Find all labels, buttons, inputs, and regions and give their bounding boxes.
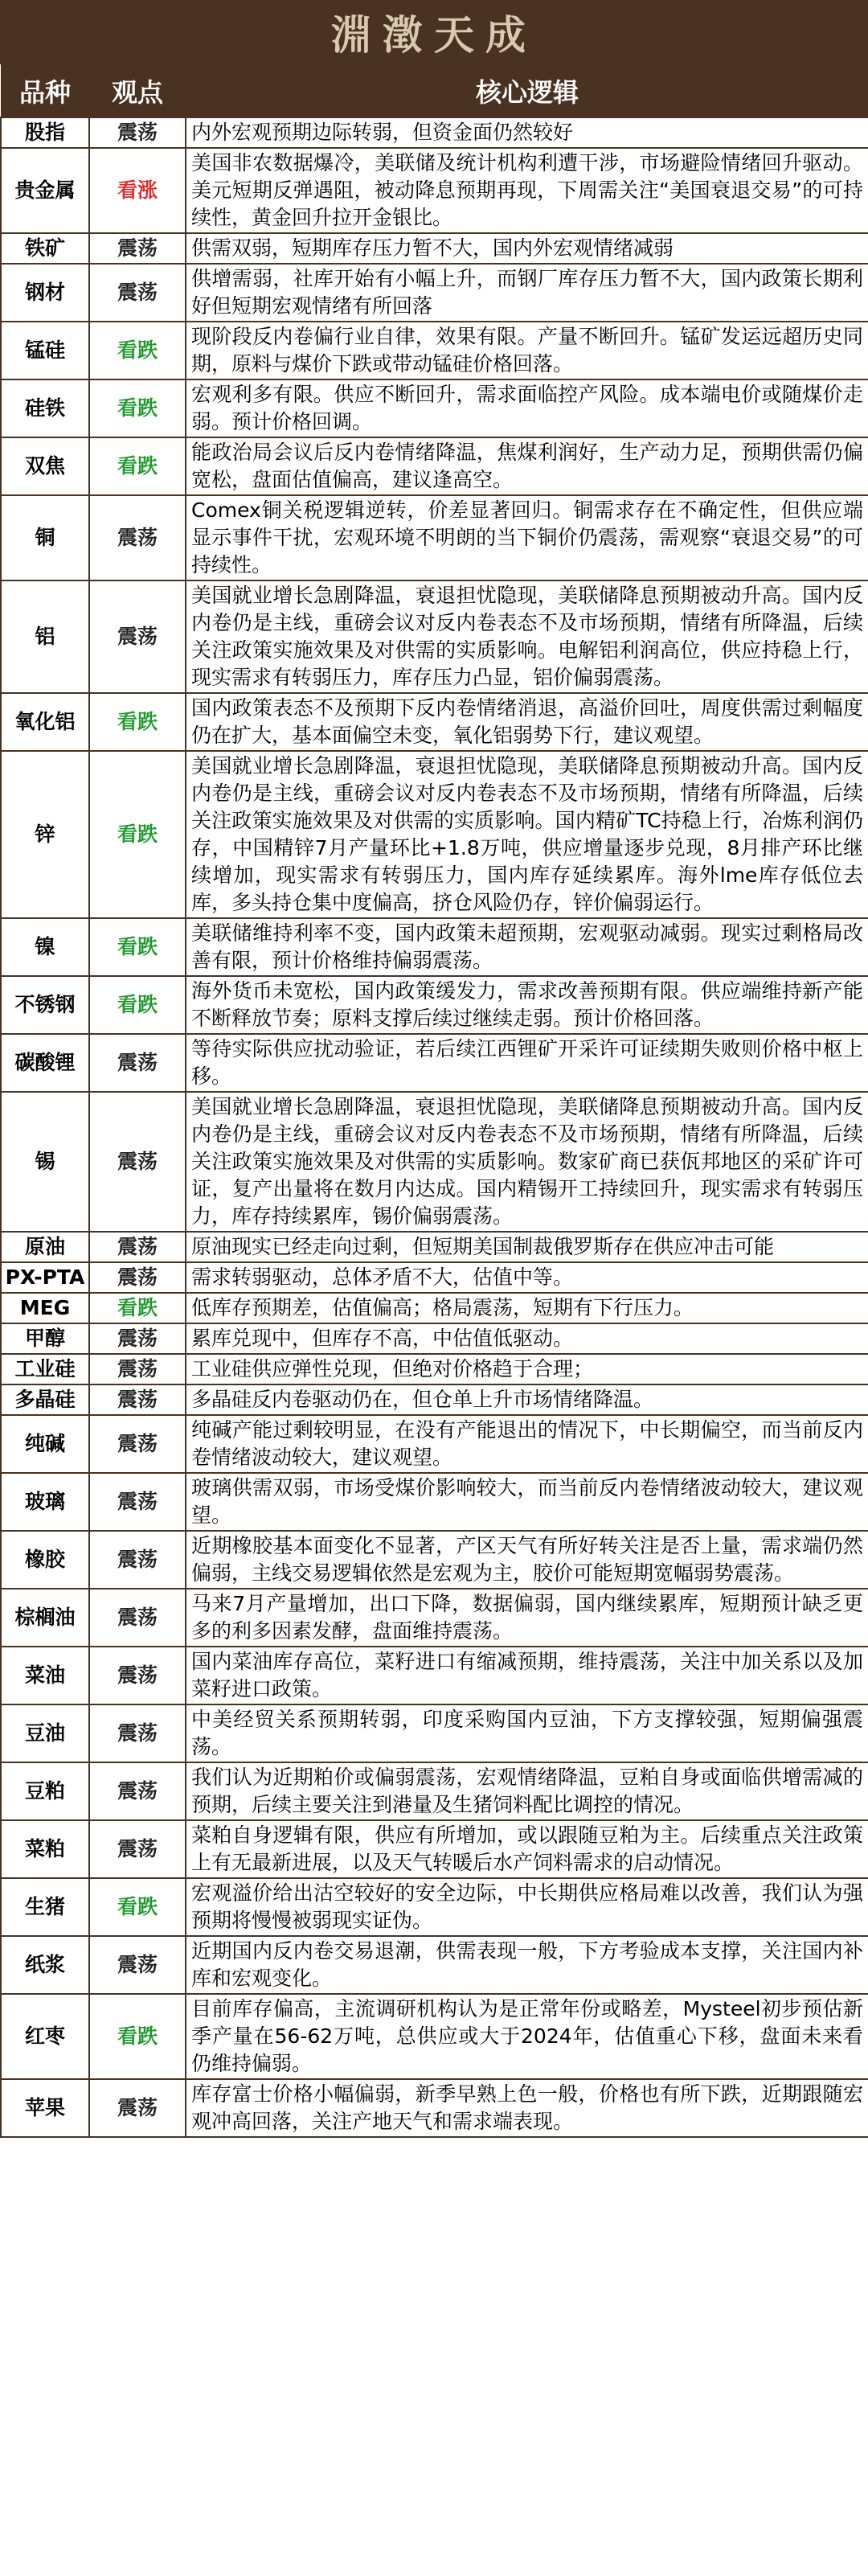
view-label: 震荡 [89,1092,186,1232]
commodity-name: 铜 [1,495,89,580]
core-logic: 工业硅供应弹性兑现，但绝对价格趋于合理； [186,1354,868,1384]
core-logic: 中美经贸关系预期转弱，印度采购国内豆油，下方支撑较强，短期偏强震荡。 [186,1704,868,1762]
core-logic: 马来7月产量增加，出口下降，数据偏弱，国内继续累库，短期预计缺乏更多的利多因素发酵，盘面维持震荡。 [186,1589,868,1647]
view-label: 震荡 [89,1034,186,1092]
view-label: 震荡 [89,1232,186,1262]
commodity-name: 原油 [1,1232,89,1262]
view-label: 看涨 [89,148,186,233]
core-logic: 能政治局会议后反内卷情绪降温，焦煤利润好，生产动力足，预期供需仍偏宽松，盘面估值偏高，建议逢高空。 [186,437,868,495]
commodity-name: 棕榈油 [1,1589,89,1647]
commodity-name: 橡胶 [1,1531,89,1589]
table-row [1,751,868,918]
view-label: 看跌 [89,1293,186,1323]
view-label: 震荡 [89,1531,186,1589]
commodity-name: 贵金属 [1,148,89,233]
core-logic: 供增需弱，社库开始有小幅上升，而钢厂库存压力暂不大，国内政策长期利好但短期宏观情绪有所回落 [186,264,868,322]
view-label: 震荡 [89,117,186,148]
table-row [1,1647,868,1704]
commodity-name: 豆粕 [1,1762,89,1820]
view-label: 看跌 [89,976,186,1034]
commodity-name: 铁矿 [1,233,89,264]
header-logic: 核心逻辑 [186,65,868,118]
commodity-name: 纯碱 [1,1415,89,1473]
table-row [1,264,868,322]
table-row [1,1531,868,1589]
core-logic: Comex铜关税逻辑逆转，价差显著回归。铜需求存在不确定性，但供应端显示事件干扰，宏观环境不明朗的当下铜价仍震荡，需观察“衰退交易”的可持续性。 [186,495,868,580]
core-logic: 美国非农数据爆冷，美联储及统计机构利遭干涉，市场避险情绪回升驱动。美元短期反弹遇阻，被动降息预期再现，下周需关注“美国衰退交易”的可持续性，黄金回升拉开金银比。 [186,148,868,233]
core-logic: 现阶段反内卷偏行业自律，效果有限。产量不断回升。锰矿发运远超历史同期，原料与煤价下跌或带动锰硅价格回落。 [186,322,868,379]
view-label: 震荡 [89,1936,186,1994]
table-row [1,1323,868,1354]
table-header [1,65,868,118]
commodity-name: 双焦 [1,437,89,495]
commodity-name: 不锈钢 [1,976,89,1034]
core-logic: 近期国内反内卷交易退潮，供需表现一般，下方考验成本支撑，关注国内补库和宏观变化。 [186,1936,868,1994]
table-row [1,918,868,976]
table-row [1,1473,868,1531]
table-row [1,1354,868,1384]
table-row [1,1994,868,2079]
table-row [1,148,868,233]
core-logic: 美国就业增长急剧降温，衰退担忧隐现，美联储降息预期被动升高。国内反内卷仍是主线，重磅会议对反内卷表态不及市场预期，情绪有所降温，后续关注政策实施效果及对供需的实质影响。数家矿商已获佤邦地区的采矿许可证，复产出量将在数月内达成。国内精锡开工持续回升，现实需求有转弱压力，库存持续累库，锡价偏弱震荡。 [186,1092,868,1232]
commodity-name: 碳酸锂 [1,1034,89,1092]
table-row [1,1936,868,1994]
core-logic: 库存富士价格小幅偏弱，新季早熟上色一般，价格也有所下跌，近期跟随宏观冲高回落，关注产地天气和需求端表现。 [186,2079,868,2137]
core-logic: 我们认为近期粕价或偏弱震荡，宏观情绪降温，豆粕自身或面临供增需减的预期，后续主要关注到港量及生猪饲料配比调控的情况。 [186,1762,868,1820]
view-label: 震荡 [89,1704,186,1762]
view-label: 看跌 [89,918,186,976]
view-label: 震荡 [89,1473,186,1531]
view-label: 看跌 [89,751,186,918]
table-row [1,1092,868,1232]
table-row [1,976,868,1034]
table-row [1,1415,868,1473]
view-label: 看跌 [89,1994,186,2079]
commodity-name: 硅铁 [1,379,89,437]
view-label: 震荡 [89,264,186,322]
core-logic: 美国就业增长急剧降温，衰退担忧隐现，美联储降息预期被动升高。国内反内卷仍是主线，重磅会议对反内卷表态不及市场预期，情绪有所降温，后续关注政策实施效果及对供需的实质影响。电解铝利润高位，供应持稳上行，现实需求有转弱压力，库存压力凸显，铝价偏弱震荡。 [186,580,868,693]
view-label: 震荡 [89,495,186,580]
table-row [1,1704,868,1762]
commodity-name: 股指 [1,117,89,148]
commodity-name: 菜粕 [1,1820,89,1878]
core-logic: 纯碱产能过剩较明显，在没有产能退出的情况下，中长期偏空，而当前反内卷情绪波动较大，建议观望。 [186,1415,868,1473]
view-label: 看跌 [89,379,186,437]
core-logic: 宏观利多有限。供应不断回升，需求面临控产风险。成本端电价或随煤价走弱。预计价格回调。 [186,379,868,437]
core-logic: 玻璃供需双弱，市场受煤价影响较大，而当前反内卷情绪波动较大，建议观望。 [186,1473,868,1531]
view-label: 震荡 [89,1262,186,1293]
view-label: 震荡 [89,1415,186,1473]
commodity-name: 苹果 [1,2079,89,2137]
strategy-table [0,64,868,2138]
commodity-name: 豆油 [1,1704,89,1762]
header-name: 品种 [1,65,89,118]
table-row [1,1293,868,1323]
commodity-name: 生猪 [1,1878,89,1936]
commodity-name: 多晶硅 [1,1384,89,1415]
commodity-name: 镍 [1,918,89,976]
table-row [1,1589,868,1647]
core-logic: 多晶硅反内卷驱动仍在，但仓单上升市场情绪降温。 [186,1384,868,1415]
view-label: 震荡 [89,1589,186,1647]
core-logic: 国内政策表态不及预期下反内卷情绪消退，高溢价回吐，周度供需过剩幅度仍在扩大，基本面偏空未变，氧化铝弱势下行，建议观望。 [186,693,868,751]
core-logic: 原油现实已经走向过剩，但短期美国制裁俄罗斯存在供应冲击可能 [186,1232,868,1262]
view-label: 看跌 [89,322,186,379]
core-logic: 累库兑现中，但库存不高，中估值低驱动。 [186,1323,868,1354]
table-row [1,1878,868,1936]
table-row [1,117,868,148]
brand-banner [0,0,868,64]
core-logic: 需求转弱驱动，总体矛盾不大，估值中等。 [186,1262,868,1293]
commodity-name: 纸浆 [1,1936,89,1994]
table-row [1,437,868,495]
table-row [1,1262,868,1293]
core-logic: 海外货币未宽松，国内政策缓发力，需求改善预期有限。供应端维持新产能不断释放节奏；原料支撑后续过继续走弱。预计价格回落。 [186,976,868,1034]
commodity-name: 玻璃 [1,1473,89,1531]
view-label: 震荡 [89,1762,186,1820]
table-row [1,580,868,693]
commodity-name: 菜油 [1,1647,89,1704]
table-row [1,1034,868,1092]
table-row [1,322,868,379]
view-label: 震荡 [89,1354,186,1384]
view-label: 看跌 [89,437,186,495]
view-label: 看跌 [89,693,186,751]
core-logic: 菜粕自身逻辑有限，供应有所增加，或以跟随豆粕为主。后续重点关注政策上有无最新进展，以及天气转暖后水产饲料需求的启动情况。 [186,1820,868,1878]
commodity-name: PX-PTA [1,1262,89,1293]
commodity-name: 锡 [1,1092,89,1232]
core-logic: 低库存预期差，估值偏高；格局震荡，短期有下行压力。 [186,1293,868,1323]
table-row [1,1384,868,1415]
core-logic: 供需双弱，短期库存压力暂不大，国内外宏观情绪减弱 [186,233,868,264]
core-logic: 宏观溢价给出沽空较好的安全边际，中长期供应格局难以改善，我们认为强预期将慢慢被弱现实证伪。 [186,1878,868,1936]
table-row [1,495,868,580]
core-logic: 国内菜油库存高位，菜籽进口有缩减预期，维持震荡，关注中加关系以及加菜籽进口政策。 [186,1647,868,1704]
commodity-name: 工业硅 [1,1354,89,1384]
core-logic: 等待实际供应扰动验证，若后续江西锂矿开采许可证续期失败则价格中枢上移。 [186,1034,868,1092]
table-row [1,2079,868,2137]
view-label: 震荡 [89,1323,186,1354]
table-row [1,1232,868,1262]
view-label: 震荡 [89,2079,186,2137]
table-row [1,1762,868,1820]
view-label: 看跌 [89,1878,186,1936]
commodity-name: 铝 [1,580,89,693]
table-row [1,379,868,437]
brand-logo: 淵澂天成 [331,11,537,59]
commodity-name: 锌 [1,751,89,918]
commodity-name: 红枣 [1,1994,89,2079]
commodity-name: 甲醇 [1,1323,89,1354]
core-logic: 目前库存偏高，主流调研机构认为是正常年份或略差，Mysteel初步预估新季产量在56-62万吨，总供应或大于2024年，估值重心下移，盘面未来看仍维持偏弱。 [186,1994,868,2079]
commodity-name: MEG [1,1293,89,1323]
table-row [1,1820,868,1878]
core-logic: 美联储维持利率不变，国内政策未超预期，宏观驱动减弱。现实过剩格局改善有限，预计价格维持偏弱震荡。 [186,918,868,976]
commodity-name: 钢材 [1,264,89,322]
header-view: 观点 [89,65,186,118]
view-label: 震荡 [89,233,186,264]
view-label: 震荡 [89,580,186,693]
view-label: 震荡 [89,1647,186,1704]
core-logic: 美国就业增长急剧降温，衰退担忧隐现，美联储降息预期被动升高。国内反内卷仍是主线，重磅会议对反内卷表态不及市场预期，情绪有所降温，后续关注政策实施效果及对供需的实质影响。国内精矿TC持稳上行，冶炼利润仍存，中国精锌7月产量环比+1.8万吨，供应增量逐步兑现，8月排产环比继续增加，现实需求有转弱压力，国内库存延续累库。海外lme库存低位去库，多头持仓集中度偏高，挤仓风险仍存，锌价偏弱运行。 [186,751,868,918]
commodity-name: 氧化铝 [1,693,89,751]
commodity-name: 锰硅 [1,322,89,379]
view-label: 震荡 [89,1384,186,1415]
table-row [1,233,868,264]
core-logic: 内外宏观预期边际转弱，但资金面仍然较好 [186,117,868,148]
core-logic: 近期橡胶基本面变化不显著，产区天气有所好转关注是否上量，需求端仍然偏弱，主线交易逻辑依然是宏观为主，胶价可能短期宽幅弱势震荡。 [186,1531,868,1589]
view-label: 震荡 [89,1820,186,1878]
table-row [1,693,868,751]
